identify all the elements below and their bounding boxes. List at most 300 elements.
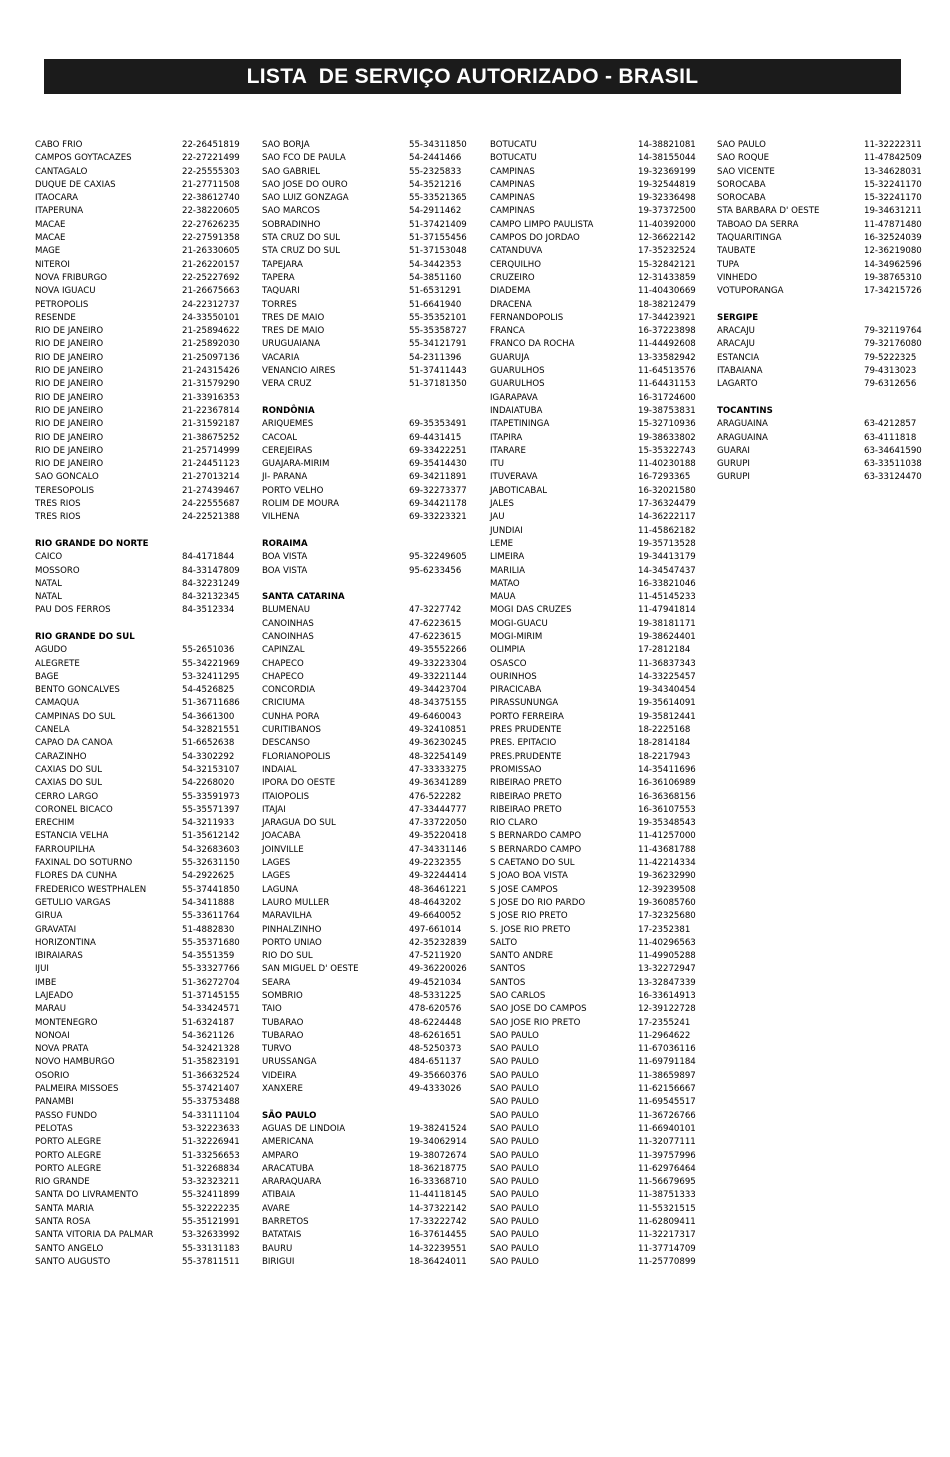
city-name: PRES.PRUDENTE: [490, 751, 562, 762]
city-name: ITAPERUNA: [35, 206, 84, 217]
city-name: MOSSORO: [35, 565, 80, 576]
phone-number: 55-37441850: [182, 884, 240, 895]
title-bar: [44, 59, 901, 94]
list-item: [35, 152, 240, 165]
phone-number: 47-3227742: [409, 605, 462, 616]
phone-number: 19-38765310: [864, 272, 922, 283]
list-item: [490, 1043, 696, 1056]
list-item: [490, 179, 696, 192]
list-item: [35, 338, 240, 351]
phone-number: 11-55321515: [638, 1203, 696, 1214]
phone-number: 69-35353491: [409, 419, 467, 430]
phone-number: 79-32119764: [864, 326, 922, 337]
list-item: [717, 471, 922, 484]
phone-number: 18-38212479: [638, 299, 696, 310]
city-name: NONOAI: [35, 1030, 70, 1041]
phone-number: 484-651137: [409, 1057, 462, 1068]
city-name: IPORA DO OESTE: [262, 778, 336, 789]
city-name: ITAOCARA: [35, 193, 78, 204]
phone-number: 55-32222235: [182, 1203, 240, 1214]
city-name: CARAZINHO: [35, 751, 87, 762]
city-name: CAMPINAS: [490, 193, 535, 204]
phone-number: 42-35232839: [409, 937, 467, 948]
city-name: SAO PAULO: [490, 1243, 539, 1254]
phone-number: 19-38072674: [409, 1150, 467, 1161]
city-name: NITEROI: [35, 259, 70, 270]
city-name: PELOTAS: [35, 1123, 73, 1134]
phone-number: 54-32821551: [182, 725, 240, 736]
city-name: PORTO ALEGRE: [35, 1163, 102, 1174]
phone-number: 24-22555687: [182, 499, 240, 510]
city-name: AVARE: [262, 1203, 290, 1214]
list-item: [262, 724, 467, 737]
list-item: [490, 937, 696, 950]
city-name: DESCANSO: [262, 738, 311, 749]
city-name: RIO DE JANEIRO: [35, 352, 104, 363]
phone-number: 55-35121991: [182, 1217, 240, 1228]
state-heading: [262, 405, 467, 418]
city-name: GUARAI: [717, 445, 750, 456]
phone-number: 48-36461221: [409, 884, 467, 895]
phone-number: 51-37145155: [182, 991, 240, 1001]
phone-number: 21-24451123: [182, 459, 240, 470]
phone-number: 51-6641940: [409, 299, 462, 310]
phone-number: 17-2355241: [638, 1017, 691, 1028]
phone-number: 48-6224448: [409, 1017, 462, 1028]
phone-number: 11-40296563: [638, 937, 696, 948]
list-item: [490, 697, 696, 710]
phone-number: 19-35713528: [638, 538, 696, 549]
city-name: VERA CRUZ: [262, 379, 312, 390]
city-name: JOINVILLE: [262, 844, 304, 855]
list-item: [717, 285, 922, 298]
list-item: [490, 285, 696, 298]
directory-column-4: [717, 139, 922, 485]
city-name: TUPA: [717, 259, 740, 270]
list-item: [262, 751, 467, 764]
list-item: [490, 924, 690, 937]
list-item: [262, 565, 467, 578]
list-item: [262, 1043, 467, 1056]
city-name: S JOSE DO RIO PARDO: [490, 897, 586, 908]
list-item: [490, 644, 690, 657]
city-name: STA CRUZ DO SUL: [262, 233, 341, 244]
list-item: [35, 1043, 240, 1056]
phone-number: 11-67036116: [638, 1044, 696, 1055]
list-item: [490, 259, 696, 272]
phone-number: 497-661014: [409, 924, 462, 935]
phone-number: 14-38155044: [638, 153, 696, 164]
list-item: [262, 458, 467, 471]
city-name: SAO PAULO: [490, 1203, 539, 1214]
list-item: [262, 1243, 467, 1256]
list-item: [262, 378, 467, 391]
city-name: RIBEIRAO PRETO: [490, 778, 562, 789]
phone-number: 16-36107553: [638, 804, 696, 815]
list-item: [262, 179, 467, 192]
phone-number: 51-35612142: [182, 831, 240, 842]
phone-number: 79-6312656: [864, 379, 917, 390]
list-item: [35, 511, 240, 524]
list-item: [35, 352, 240, 365]
phone-number: 69-34211891: [409, 472, 467, 483]
city-name: CAMPINAS: [490, 166, 535, 177]
city-name: ARARAQUARA: [262, 1177, 322, 1188]
phone-number: 13-33582942: [638, 352, 696, 363]
phone-number: 16-31724600: [638, 392, 696, 403]
state-heading: [717, 312, 917, 325]
city-name: ITAJAI: [262, 804, 286, 815]
list-item: [35, 751, 235, 764]
city-name: MAUA: [490, 592, 516, 603]
city-name: LAGES: [262, 858, 291, 869]
city-name: SANTO AUGUSTO: [35, 1256, 111, 1267]
city-name: TUBARAO: [262, 1017, 304, 1028]
list-item: [490, 618, 696, 631]
phone-number: 19-32369199: [638, 166, 696, 177]
city-name: PALMEIRA MISSOES: [35, 1084, 119, 1095]
list-item: [35, 1163, 240, 1176]
phone-number: 79-4313023: [864, 366, 917, 377]
city-name: NATAL: [35, 578, 62, 589]
city-name: SAO JOSE DO CAMPOS: [490, 1004, 587, 1015]
list-item: [490, 1096, 696, 1109]
list-item: [490, 471, 690, 484]
city-name: FAXINAL DO SOTURNO: [35, 858, 133, 869]
list-item: [262, 937, 467, 950]
city-name: ARACAJU: [717, 326, 755, 337]
list-item: [35, 804, 240, 817]
phone-number: 11-47842509: [864, 153, 922, 164]
city-name: IBIRAIARAS: [35, 951, 83, 962]
phone-number: 84-4171844: [182, 552, 235, 563]
list-item: [35, 937, 240, 950]
phone-number: 19-34631211: [864, 206, 922, 217]
phone-number: 51-37155456: [409, 233, 467, 244]
phone-number: 55-35571397: [182, 804, 240, 815]
phone-number: 21-27013214: [182, 472, 240, 483]
phone-number: 53-32323211: [182, 1177, 240, 1188]
phone-number: 69-4431415: [409, 432, 462, 443]
phone-number: 11-69791184: [638, 1057, 696, 1068]
city-name: SOROCABA: [717, 193, 766, 204]
city-name: AGUAS DE LINDOIA: [262, 1123, 346, 1134]
list-item: [262, 551, 467, 564]
list-item: [262, 618, 467, 631]
phone-number: 11-32077111: [638, 1137, 696, 1148]
city-name: CERRO LARGO: [35, 791, 99, 802]
phone-number: 14-36222117: [638, 512, 696, 523]
city-name: SAO GABRIEL: [262, 166, 320, 177]
city-name: CACOAL: [262, 432, 298, 443]
list-item: [717, 338, 922, 351]
city-name: TAQUARI: [262, 286, 300, 297]
city-name: SAO CARLOS: [490, 991, 546, 1001]
phone-number: 54-33111104: [182, 1110, 240, 1121]
phone-number: 11-47941814: [638, 605, 696, 616]
city-name: MARAVILHA: [262, 911, 312, 922]
city-name: PORTO ALEGRE: [35, 1137, 102, 1148]
phone-number: 22-38612740: [182, 193, 240, 204]
city-name: S BERNARDO CAMPO: [490, 844, 582, 855]
list-item: [717, 259, 922, 272]
list-item: [490, 365, 696, 378]
phone-number: 11-64513576: [638, 366, 696, 377]
list-item: [490, 1083, 696, 1096]
city-name: CRICIUMA: [262, 698, 305, 709]
phone-number: 11-49905288: [638, 951, 696, 962]
city-name: S JOSE CAMPOS: [490, 884, 558, 895]
city-name: AGUDO: [35, 645, 68, 656]
list-item: [490, 1189, 696, 1202]
list-item: [35, 1189, 240, 1202]
phone-number: 12-36219080: [864, 246, 922, 257]
city-name: BARRETOS: [262, 1217, 309, 1228]
city-name: CATANDUVA: [490, 246, 543, 257]
city-name: RIO DE JANEIRO: [35, 419, 104, 430]
phone-number: 49-35552266: [409, 645, 467, 656]
city-name: JUNDIAI: [490, 525, 523, 536]
phone-number: 11-25770899: [638, 1256, 696, 1267]
list-item: [35, 272, 240, 285]
city-name: BATATAIS: [262, 1230, 302, 1241]
city-name: LIMEIRA: [490, 552, 525, 563]
list-item: [35, 445, 240, 458]
list-item: [490, 498, 696, 511]
city-name: SAO BORJA: [262, 140, 310, 150]
phone-number: 21-25097136: [182, 352, 240, 363]
phone-number: 21-38675252: [182, 432, 240, 443]
state-heading-label: RONDÔNIA: [262, 405, 315, 416]
city-name: SOROCABA: [717, 179, 766, 190]
phone-number: 15-32710936: [638, 419, 696, 430]
city-name: CANTAGALO: [35, 166, 88, 177]
city-name: PIRASSUNUNGA: [490, 698, 559, 709]
phone-number: 16-32524039: [864, 233, 922, 244]
list-item: [35, 1150, 240, 1163]
phone-number: 15-32842121: [638, 259, 696, 270]
city-name: OSORIO: [35, 1070, 70, 1081]
phone-number: 11-56679695: [638, 1177, 696, 1188]
state-heading-label: TOCANTINS: [717, 405, 773, 416]
state-heading-label: SANTA CATARINA: [262, 592, 345, 603]
city-name: SAO PAULO: [490, 1190, 539, 1201]
phone-number: 55-35358727: [409, 326, 467, 337]
list-item: [35, 644, 235, 657]
city-name: ITU: [490, 459, 505, 470]
list-item: [490, 591, 696, 604]
phone-number: 49-35660376: [409, 1070, 467, 1081]
city-name: STA BARBARA D' OESTE: [717, 206, 820, 217]
list-item: [490, 405, 696, 418]
city-name: RIO DE JANEIRO: [35, 445, 104, 456]
city-name: CAMPINAS: [490, 206, 535, 217]
list-item: [262, 1003, 467, 1016]
phone-number: 55-34121791: [409, 339, 467, 350]
city-name: OSASCO: [490, 658, 527, 669]
state-heading-label: SERGIPE: [717, 312, 759, 323]
list-item: [35, 897, 235, 910]
city-name: NOVO HAMBURGO: [35, 1057, 115, 1068]
city-name: FRANCO DA ROCHA: [490, 339, 575, 350]
phone-number: 49-6460043: [409, 711, 462, 722]
phone-number: 19-38753831: [638, 405, 696, 416]
list-item: [35, 551, 235, 564]
list-item: [490, 791, 696, 804]
phone-number: 21-27439467: [182, 485, 240, 496]
phone-number: 16-37614455: [409, 1230, 467, 1241]
phone-number: 54-3211933: [182, 818, 235, 829]
list-item: [717, 152, 922, 165]
list-item: [35, 870, 235, 883]
phone-number: 15-32241170: [864, 179, 922, 190]
phone-number: 16-37223898: [638, 326, 696, 337]
phone-number: 55-2325833: [409, 166, 462, 177]
list-item: [262, 325, 467, 338]
phone-number: 11-45145233: [638, 592, 696, 603]
city-name: S JOAO BOA VISTA: [490, 871, 568, 882]
phone-number: 55-34311850: [409, 140, 467, 150]
city-name: RIO CLARO: [490, 818, 538, 829]
list-item: [35, 485, 240, 498]
list-item: [262, 777, 467, 790]
phone-number: 55-35371680: [182, 937, 240, 948]
list-item: [717, 272, 922, 285]
phone-number: 21-25892030: [182, 339, 240, 350]
city-name: RIBEIRAO PRETO: [490, 791, 562, 802]
list-item: [262, 1083, 467, 1096]
city-name: PROMISSAO: [490, 764, 542, 775]
city-name: CAXIAS DO SUL: [35, 764, 103, 775]
list-item: [490, 990, 696, 1003]
list-item: [717, 352, 917, 365]
phone-number: 22-27626235: [182, 219, 240, 230]
city-name: GIRUA: [35, 911, 63, 922]
city-name: BIRIGUI: [262, 1256, 295, 1267]
phone-number: 12-31433859: [638, 272, 696, 283]
list-item: [490, 272, 696, 285]
list-item: [490, 1003, 696, 1016]
city-name: MARILIA: [490, 565, 526, 576]
section-spacer: [35, 618, 235, 631]
phone-number: 17-2352381: [638, 924, 691, 935]
city-name: IGARAPAVA: [490, 392, 538, 403]
phone-number: 54-32153107: [182, 764, 240, 775]
city-name: SAO JOSE DO OURO: [262, 179, 348, 190]
list-item: [262, 897, 467, 910]
state-heading: [262, 538, 467, 551]
city-name: S JOSE RIO PRETO: [490, 911, 568, 922]
phone-number: 21-22367814: [182, 405, 240, 416]
city-name: TABOAO DA SERRA: [717, 219, 799, 230]
phone-number: 51-32226941: [182, 1137, 240, 1148]
phone-number: 47-34331146: [409, 844, 467, 855]
list-item: [490, 1203, 696, 1216]
list-item: [262, 884, 467, 897]
list-item: [490, 299, 696, 312]
phone-number: 11-64431153: [638, 379, 696, 390]
list-item: [35, 418, 240, 431]
list-item: [35, 1123, 240, 1136]
list-item: [490, 325, 696, 338]
city-name: RIO DE JANEIRO: [35, 379, 104, 390]
list-item: [490, 631, 696, 644]
city-name: MOGI-GUACU: [490, 618, 548, 629]
phone-number: 49-35220418: [409, 831, 467, 842]
list-item: [35, 232, 240, 245]
phone-number: 478-620576: [409, 1004, 462, 1015]
phone-number: 49-33221144: [409, 671, 467, 682]
list-item: [490, 684, 696, 697]
city-name: SAO PAULO: [490, 1137, 539, 1148]
phone-number: 11-40392000: [638, 219, 696, 230]
list-item: [490, 711, 696, 724]
state-heading: [717, 405, 917, 418]
phone-number: 54-3851160: [409, 272, 462, 283]
phone-number: 11-62156667: [638, 1084, 696, 1095]
phone-number: 55-33591973: [182, 791, 240, 802]
list-item: [262, 418, 467, 431]
phone-number: 21-27711508: [182, 179, 240, 190]
phone-number: 47-6223615: [409, 631, 462, 642]
city-name: SAO PAULO: [490, 1097, 539, 1108]
list-item: [35, 1203, 240, 1216]
list-item: [35, 884, 240, 897]
city-name: CAMPOS DO JORDAO: [490, 233, 580, 244]
city-name: GUARUJA: [490, 352, 530, 363]
phone-number: 54-3521216: [409, 179, 462, 190]
city-name: DRACENA: [490, 299, 532, 310]
phone-number: 49-36220026: [409, 964, 467, 975]
list-item: [490, 1150, 696, 1163]
city-name: CABO FRIO: [35, 140, 83, 150]
list-item: [717, 166, 922, 179]
phone-number: 19-36085760: [638, 897, 696, 908]
phone-number: 18-2225168: [638, 725, 691, 736]
list-item: [262, 764, 467, 777]
list-item: [35, 777, 235, 790]
phone-number: 49-4333026: [409, 1084, 462, 1095]
phone-number: 22-27221499: [182, 153, 240, 164]
city-name: CUNHA PORA: [262, 711, 320, 722]
city-name: LAGUNA: [262, 884, 298, 895]
city-name: MONTENEGRO: [35, 1017, 98, 1028]
city-name: CANELA: [35, 725, 70, 736]
list-item: [35, 857, 240, 870]
city-name: VENANCIO AIRES: [262, 366, 336, 377]
phone-number: 21-25714999: [182, 445, 240, 456]
list-item: [490, 1017, 690, 1030]
list-item: [490, 511, 696, 524]
list-item: [262, 445, 467, 458]
city-name: MACAE: [35, 219, 66, 230]
list-item: [262, 139, 467, 152]
phone-number: 11-42214334: [638, 858, 696, 869]
list-item: [262, 299, 467, 312]
list-item: [717, 365, 917, 378]
list-item: [490, 844, 696, 857]
phone-number: 54-3442353: [409, 259, 462, 270]
list-item: [490, 352, 696, 365]
list-item: [490, 1256, 696, 1269]
city-name: CRUZEIRO: [490, 272, 535, 283]
phone-number: 49-32244414: [409, 871, 467, 882]
city-name: CAICO: [35, 552, 63, 563]
list-item: [35, 498, 240, 511]
list-item: [490, 963, 696, 976]
list-item: [35, 711, 235, 724]
list-item: [262, 192, 467, 205]
